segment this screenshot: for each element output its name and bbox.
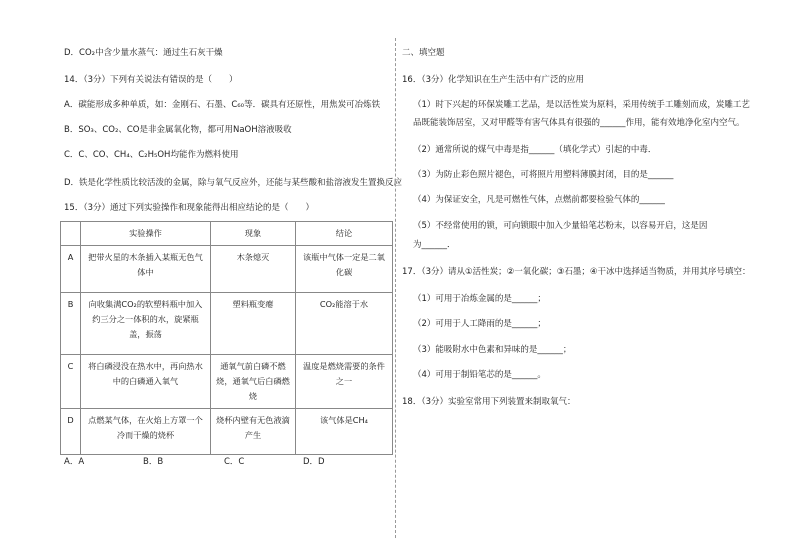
row-label: C (61, 355, 81, 409)
row-conclusion: 温度是燃烧需要的条件之一 (296, 355, 393, 409)
q16-item-5-line-2: 为______． (413, 240, 456, 250)
q17-item-3: （3）能吸附水中色素和异味的是______； (413, 345, 572, 355)
q15-option-b: B．B (143, 457, 164, 467)
table-row (61, 293, 393, 355)
column-divider (395, 38, 396, 538)
q16-item-3: （3）为防止彩色照片褪色，可将照片用塑料薄膜封闭，目的是______ (413, 170, 674, 180)
q15-table (60, 221, 393, 455)
q17-stem: 17．（3分）请从①活性炭；②一氧化碳；③石墨；④干冰中选择适当物质，并用其序号填空： (402, 267, 751, 277)
q15-option-a: A．A (64, 457, 85, 467)
table-row (61, 409, 393, 455)
row-phenomenon: 塑料瓶变瘪 (211, 293, 296, 355)
q15-option-c: C．C (224, 457, 245, 467)
row-phenomenon: 木条熄灭 (211, 246, 296, 293)
row-conclusion: CO₂能溶于水 (296, 293, 393, 355)
row-label: A (61, 246, 81, 293)
q13-option-d: D．CO₂中含少量水蒸气：通过生石灰干燥 (64, 48, 223, 58)
table-row (61, 246, 393, 293)
row-label: B (61, 293, 81, 355)
q15-stem: 15．（3分）通过下列实验操作和现象能得出相应结论的是（ ） (64, 203, 314, 213)
q16-item-4: （4）为保证安全，凡是可燃性气体，点燃前都要检验气体的______ (413, 195, 665, 205)
q17-item-4: （4）可用于制铅笔芯的是______。 (413, 370, 546, 380)
q16-item-2: （2）通常所说的煤气中毒是指______（填化学式）引起的中毒． (413, 145, 657, 155)
q14-stem: 14．（3分）下列有关说法有错误的是（ ） (64, 75, 238, 85)
header-cell-conclusion: 结论 (296, 222, 393, 246)
q17-item-2: （2）可用于人工降雨的是______； (413, 319, 546, 329)
q16-stem: 16．（3分）化学知识在生产生活中有广泛的应用 (402, 75, 584, 85)
q14-option-d: D．铁是化学性质比较活泼的金属，除与氧气反应外，还能与某些酸和盐溶液发生置换反应 (64, 178, 403, 188)
row-phenomenon: 烧杯内壁有无色液滴产生 (211, 409, 296, 455)
q18-stem: 18．（3分）实验室常用下列装置来制取氧气： (402, 397, 576, 407)
table-header-row (61, 222, 393, 246)
row-conclusion: 该瓶中气体一定是二氧化碳 (296, 246, 393, 293)
q14-option-a: A．碳能形成多种单质，如：金刚石、石墨、C₆₀等．碳具有还原性，用焦炭可冶炼铁 (64, 100, 381, 110)
q17-item-1: （1）可用于冶炼金属的是______； (413, 294, 546, 304)
q16-item-5-line-1: （5）不经常使用的锁，可向锁眼中加入少量铅笔芯粉末，以容易开启，这是因 (413, 221, 708, 231)
section-title: 二、填空题 (402, 48, 445, 58)
row-operation: 把带火星的木条插入某瓶无色气体中 (81, 246, 211, 293)
table-row (61, 355, 393, 409)
row-conclusion: 该气体是CH₄ (296, 409, 393, 455)
row-operation: 将白磷浸没在热水中，再向热水中的白磷通入氧气 (81, 355, 211, 409)
row-label: D (61, 409, 81, 455)
row-operation: 向收集满CO₂的软塑料瓶中加入约三分之一体积的水，旋紧瓶盖，振荡 (81, 293, 211, 355)
row-operation: 点燃某气体，在火焰上方罩一个冷而干燥的烧杯 (81, 409, 211, 455)
q14-option-c: C．C、CO、CH₄、C₂H₅OH均能作为燃料使用 (64, 150, 239, 160)
header-cell-blank (61, 222, 81, 246)
q16-item-1-line-2: 品既能装饰居室，又对甲醛等有害气体具有很强的______作用，能有效地净化室内空气。 (413, 118, 745, 128)
q14-option-b: B．SO₃、CO₂、CO是非金属氧化物，都可用NaOH溶液吸收 (64, 125, 292, 135)
q16-item-1-line-1: （1）时下兴起的环保炭雕工艺品，是以活性炭为原料，采用传统手工雕刻而成，炭雕工艺 (413, 100, 750, 110)
row-phenomenon: 通氧气前白磷不燃烧，通氧气后白磷燃烧 (211, 355, 296, 409)
header-cell-phenomenon: 现象 (211, 222, 296, 246)
q15-option-d: D．D (303, 457, 325, 467)
header-cell-operation: 实验操作 (81, 222, 211, 246)
